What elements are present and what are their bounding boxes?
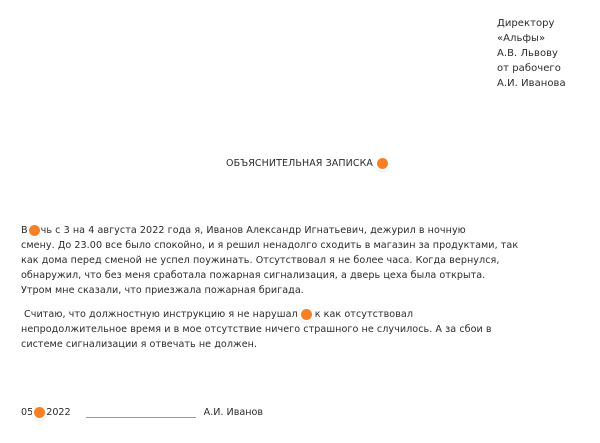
title-text: ОБЪЯСНИТЕЛЬНАЯ ЗАПИСКА <box>226 157 374 169</box>
paragraph-line: смену. До 23.00 все было спокойно, и я решил ненадолго сходить в магазин за продуктами, так <box>21 240 519 251</box>
addressee-line: «Альфы» <box>497 33 546 44</box>
paragraph-text: Считаю, что должностную инструкцию я не нарушал <box>24 309 298 320</box>
edit-marker-icon[interactable] <box>301 309 312 320</box>
paragraph-2 <box>21 307 501 352</box>
signature-row <box>21 405 263 420</box>
date-year: 2022 <box>46 407 71 418</box>
signer-name: А.И. Иванов <box>203 407 264 418</box>
signature-line <box>86 407 196 418</box>
paragraph-text: чь с 3 на 4 августа 2022 года я, Иванов Александр Игнатьевич, дежурил в ночную <box>40 225 466 236</box>
paragraph-1 <box>21 223 519 298</box>
paragraph-line: обнаружил, что без меня сработала пожарная сигнализация, а дверь цеха была открыта. <box>21 270 486 281</box>
paragraph-line <box>21 307 501 322</box>
paragraph-line: как дома перед сменой не успел поужинать. Отсутствовал я не более часа. Когда вернулся, <box>21 255 500 266</box>
paragraph-line: системе сигнализации я отвечать не должен. <box>21 339 258 350</box>
paragraph-line <box>21 223 501 238</box>
addressee-line: А.И. Иванова <box>497 78 566 89</box>
paragraph-text: В <box>21 225 28 236</box>
edit-marker-icon[interactable] <box>29 225 40 236</box>
edit-marker-icon[interactable] <box>377 158 388 169</box>
edit-marker-icon[interactable] <box>34 407 45 418</box>
paragraph-text: к как отсутствовал <box>314 309 414 320</box>
document-title <box>226 156 388 170</box>
addressee-line: от рабочего <box>497 63 561 74</box>
addressee-block <box>497 16 566 91</box>
addressee-line: А.В. Львову <box>497 48 559 59</box>
date-day: 05 <box>21 407 34 418</box>
addressee-line: Директору <box>497 18 555 29</box>
paragraph-line: Утром мне сказали, что приезжала пожарная бригада. <box>21 285 304 296</box>
paragraph-line: непродолжительное время и в мое отсутствие ничего страшного не случилось. А за сбои в <box>21 324 492 335</box>
